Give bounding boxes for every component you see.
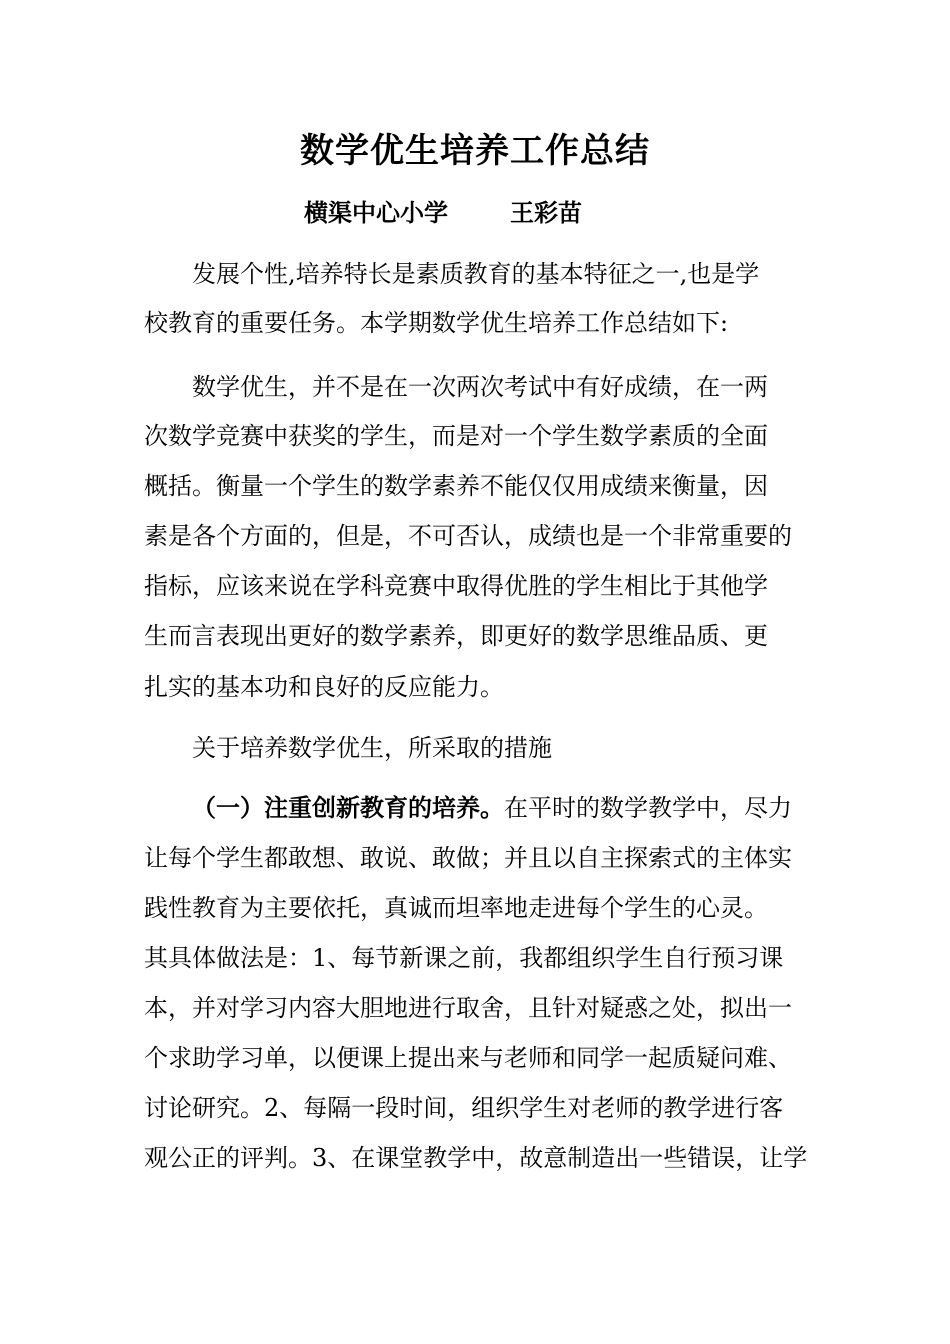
paragraph-line: 概括。衡量一个学生的数学素养不能仅仅用成绩来衡量，因 xyxy=(144,472,768,500)
paragraph-line: 扎实的基本功和良好的反应能力。 xyxy=(144,673,504,701)
paragraph-line: 素是各个方面的，但是，不可否认，成绩也是一个非常重要的 xyxy=(144,522,792,550)
paragraph-line: 践性教育为主要依托，真诚而坦率地走进每个学生的心灵。 xyxy=(144,894,768,922)
document-title: 数学优生培养工作总结 xyxy=(300,131,650,171)
author-name: 王彩苗 xyxy=(510,198,582,227)
paragraph-line: 发展个性,培养特长是素质教育的基本特征之一,也是学 xyxy=(192,260,760,288)
paragraph-line: 观公正的评判。3、在课堂教学中，故意制造出一些错误，让学 xyxy=(144,1144,808,1172)
school-name: 横渠中心小学 xyxy=(304,198,448,227)
paragraph-line: 校教育的重要任务。本学期数学优生培养工作总结如下: xyxy=(144,309,729,337)
paragraph-line: 让每个学生都敢想、敢说、敢做；并且以自主探索式的主体实 xyxy=(144,844,792,872)
paragraph-line: 指标，应该来说在学科竞赛中取得优胜的学生相比于其他学 xyxy=(144,572,768,600)
paragraph-line: 本，并对学习内容大胆地进行取舍，且针对疑惑之处，拟出一 xyxy=(144,994,792,1022)
section-intro-line: 关于培养数学优生，所采取的措施 xyxy=(192,734,552,762)
paragraph-line: 讨论研究。2、每隔一段时间，组织学生对老师的教学进行客 xyxy=(144,1094,784,1122)
paragraph-line: 其具体做法是：1、每节新课之前，我都组织学生自行预习课 xyxy=(144,944,784,972)
section-heading-line xyxy=(192,788,872,828)
paragraph-line: 生而言表现出更好的数学素养，即更好的数学思维品质、更 xyxy=(144,622,768,650)
section-heading-text: 在平时的数学教学中，尽力 xyxy=(504,794,792,822)
paragraph-line: 个求助学习单，以便课上提出来与老师和同学一起质疑问难、 xyxy=(144,1044,792,1072)
paragraph-line: 数学优生，并不是在一次两次考试中有好成绩，在一两 xyxy=(192,373,768,401)
paragraph-line: 次数学竞赛中获奖的学生，而是对一个学生数学素质的全面 xyxy=(144,422,768,450)
section-heading: （一）注重创新教育的培养。 xyxy=(192,793,504,822)
